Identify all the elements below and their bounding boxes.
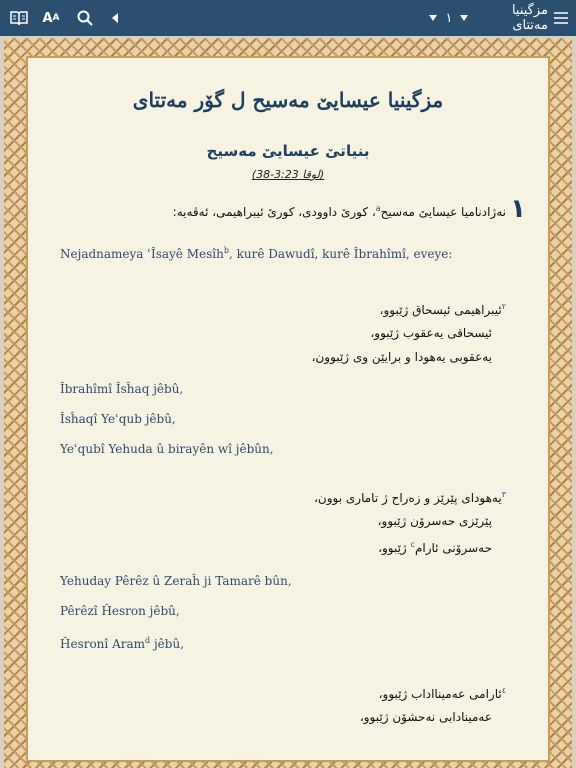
chapter-label: ١ <box>445 10 453 26</box>
verse-2-latin-line-1: Îbrahîmî Îsĥaq jêbû, <box>60 382 184 396</box>
verse-line: ئیسحاقی یەعقوب ژێبوو، <box>370 326 492 340</box>
verse-number: ٢ <box>501 302 506 311</box>
back-arrow-icon[interactable] <box>106 0 124 36</box>
book-icon[interactable] <box>8 0 30 36</box>
cross-reference-link[interactable]: (لوقا 3:23-38) <box>251 168 325 181</box>
verse-2-line-3 <box>312 350 492 364</box>
top-toolbar <box>0 0 576 36</box>
verse-line: یەعقوبی یەهودا و برایێن وی ژێبوون، <box>311 350 492 364</box>
verse-2-line-1 <box>380 302 506 317</box>
verse-4-line-2 <box>360 710 492 724</box>
search-icon[interactable] <box>74 0 96 36</box>
menu-icon[interactable] <box>552 0 570 36</box>
footnote-marker[interactable]: d <box>145 636 151 645</box>
verse-1-text-rest: ، کورێ داوودی، کورێ ئیبراهیمی، ئەڤەیە: <box>172 205 376 219</box>
verse-line: حەسرۆنی ئارام <box>414 541 492 555</box>
verse-1-latin-text: Nejadnameya ʿÎsayê Mesîh <box>60 247 224 261</box>
footnote-marker[interactable]: c <box>410 540 415 549</box>
verse-number: ٣ <box>501 490 506 499</box>
book-title[interactable] <box>476 0 548 36</box>
book-title-label: مزگینیا مەتتای <box>511 3 548 33</box>
verse-1-latin <box>60 246 452 261</box>
verse-1-arabic <box>173 204 506 219</box>
decorative-border <box>4 38 572 768</box>
verse-3-line-2 <box>378 514 492 528</box>
verse-2-latin-line-2: Îsĥaqî Yeʿqub jêbû, <box>60 412 176 426</box>
verse-4-line-1 <box>379 686 506 701</box>
chapter-dropdown-icon[interactable] <box>424 0 442 36</box>
verse-line: ئارامی عەمینااداب ژێبوو، <box>378 687 502 701</box>
verse-line: پێرێزی حەسرۆن ژێبوو، <box>377 514 492 528</box>
verse-3-latin-line-3 <box>60 636 184 651</box>
verse-line-end: jêbû, <box>150 637 185 651</box>
verse-1-latin-rest: , kurê Dawudî, kurê Îbrahîmî, eveye: <box>228 247 453 261</box>
verse-line: Ĥesronî Aram <box>60 637 146 651</box>
reading-area[interactable] <box>0 36 576 768</box>
verse-line: ئیبراهیمی ئیسحاق ژێبوو، <box>379 303 502 317</box>
verse-3-latin-line-1: Yehuday Pêrêz û Zeraĥ ji Tamarê bûn, <box>60 574 292 588</box>
section-heading: بنیاتێ عیسایێ مەسیح <box>206 142 370 160</box>
footnote-marker[interactable]: a <box>375 204 381 213</box>
verse-line: عەمینادابی نەحشۆن ژێبوو، <box>359 710 492 724</box>
verse-2-line-2 <box>370 326 492 340</box>
verse-line-end: ژێبوو، <box>378 541 407 555</box>
verse-2-latin-line-3: Yeʿqubî Yehuda û birayên wî jêbûn, <box>60 442 274 456</box>
page-title: مزگینیا عیسایێ مەسیح ل گۆر مەتتای <box>132 88 444 112</box>
verse-number: ٤ <box>501 686 506 695</box>
verse-1-text: نەژادناميا عیسایێ مەسیح <box>380 205 506 219</box>
verse-line: یەهودای پێرێز و زەراح ژ تاماری بوون، <box>314 491 502 505</box>
font-size-icon[interactable]: A A <box>42 10 60 26</box>
chapter-number[interactable] <box>444 0 454 36</box>
book-dropdown-icon[interactable] <box>456 0 472 36</box>
verse-3-line-3 <box>378 540 492 555</box>
page-content <box>26 56 550 762</box>
chapter-number-display: ١ <box>510 194 526 224</box>
font-size-label: A <box>42 10 53 26</box>
footnote-marker[interactable]: b <box>223 246 229 255</box>
verse-3-line-1 <box>314 490 506 505</box>
verse-3-latin-line-2: Pêrêzî Ĥesron jêbû, <box>60 604 180 618</box>
